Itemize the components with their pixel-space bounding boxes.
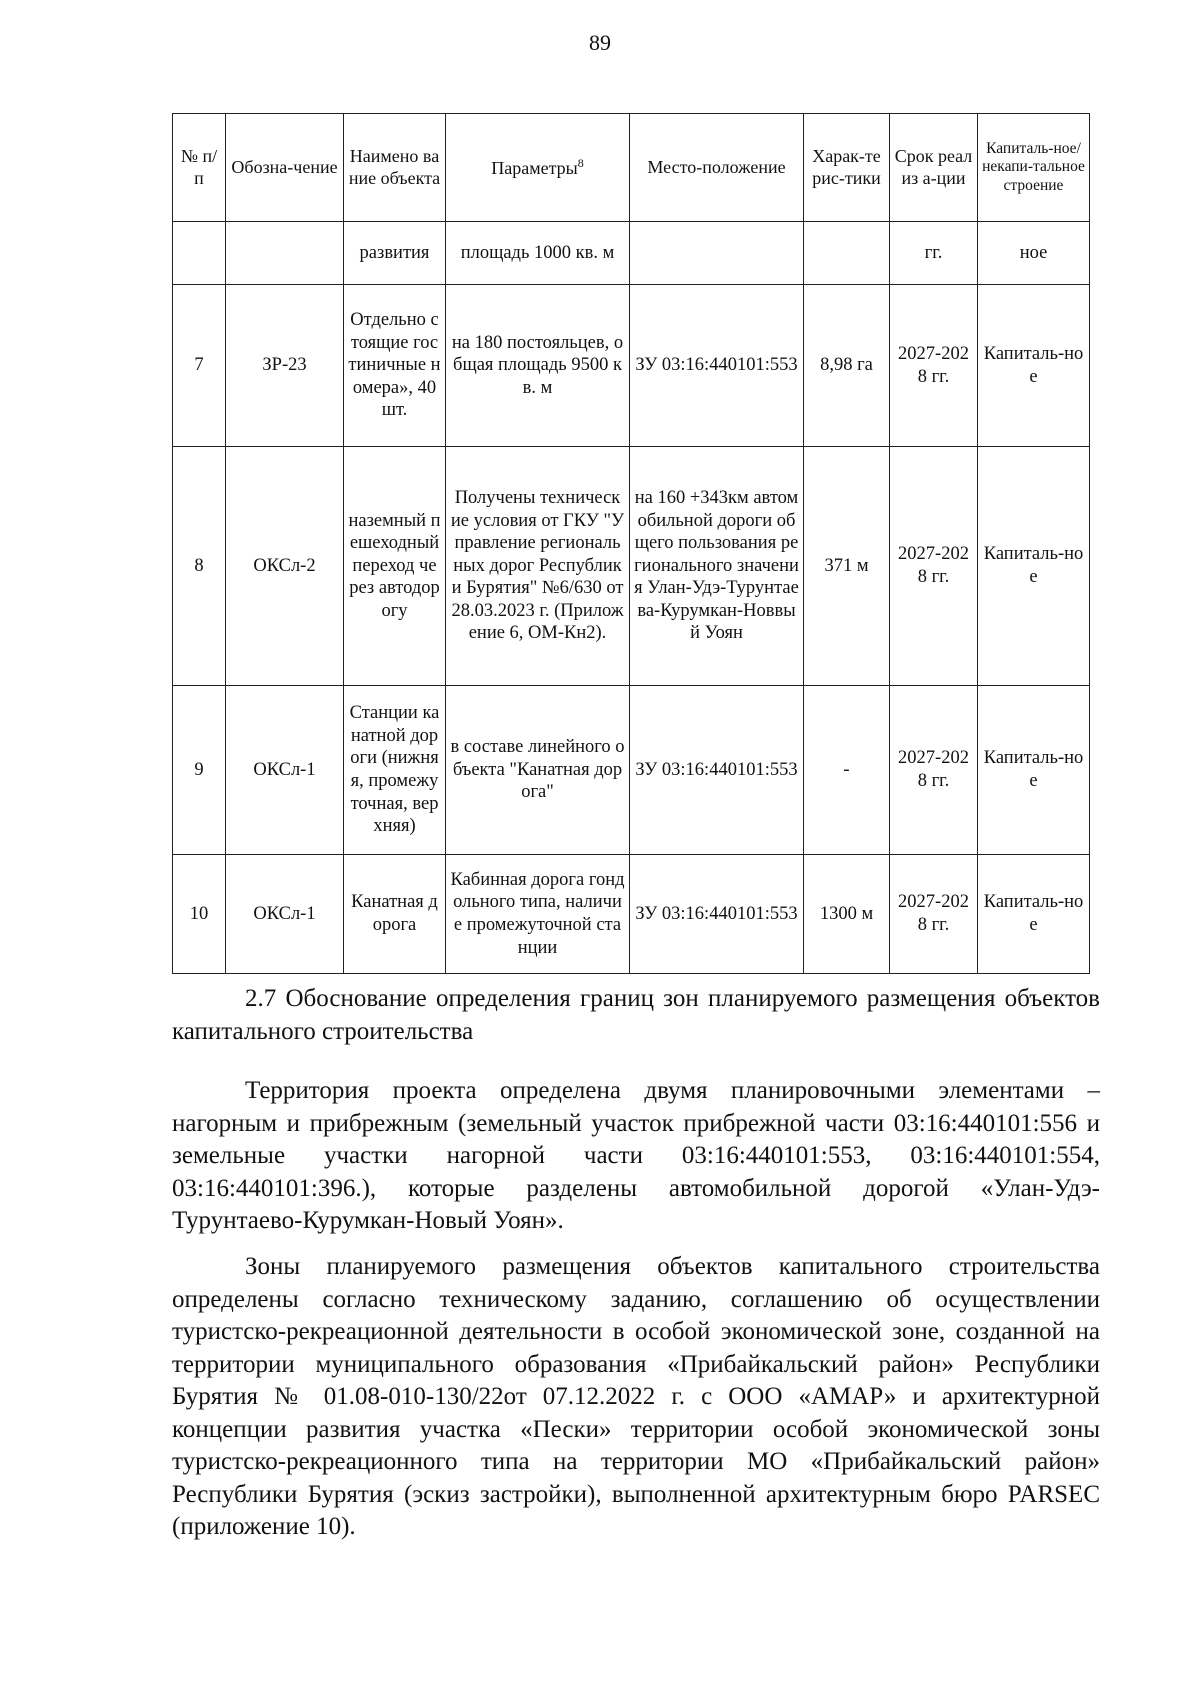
cell-location: ЗУ 03:16:440101:553 [630, 285, 804, 447]
cell-capital: Капиталь-ное [978, 855, 1090, 974]
cell-location: на 160 +343км автомобильной дороги общего пользования регионального значения Улан-Удэ-Турунтаева-Курумкан-Новвый Уоян [630, 447, 804, 686]
cell-capital: ное [978, 222, 1090, 285]
cell-characteristics: 8,98 га [804, 285, 890, 447]
paragraph: Зоны планируемого размещения объектов капитального строительства определены согласно техническому заданию, соглашению об осуществлении туристско-рекреационной деятельности в особой экономической зоне, созданной на территории муниципального образования «Прибайкальский район» Республики Бурятия № 01.08-010-130/22от 07.12.2022 г. с ООО «АМАР» и архитектурной концепции развития участка «Пески» территории особой экономической зоны туристско-рекреационного типа на территории МО «Прибайкальский район» Республики Бурятия (эскиз застройки), выполненной архитектурным бюро PARSEC (приложение 10). [172, 1253, 1100, 1540]
table-header-row [173, 114, 1090, 222]
cell-num: 10 [173, 855, 226, 974]
header-num: № п/п [173, 114, 226, 222]
cell-designation: ОКСл-2 [226, 447, 344, 686]
table-row [173, 285, 1090, 447]
cell-name: Станции канатной дороги (нижняя, промежуточная, верхняя) [344, 686, 446, 855]
table-row-continuation [173, 222, 1090, 285]
page-number: 89 [589, 30, 611, 55]
cell-capital: Капиталь-ное [978, 447, 1090, 686]
cell-designation: ОКСл-1 [226, 686, 344, 855]
header-params-footnote: 8 [577, 155, 584, 170]
cell-term: 2027-2028 гг. [890, 447, 978, 686]
cell-designation: ОКСл-1 [226, 855, 344, 974]
cell-designation: ЗР-23 [226, 285, 344, 447]
header-capital: Капиталь-ное/ некапи-тальное строение [978, 114, 1090, 222]
cell-params: Кабинная дорога гондольного типа, наличие промежуточной станции [446, 855, 630, 974]
cell-term: 2027-2028 гг. [890, 686, 978, 855]
header-params [446, 114, 630, 222]
cell-characteristics: 1300 м [804, 855, 890, 974]
cell-characteristics [804, 222, 890, 285]
cell-num [173, 222, 226, 285]
header-params-label: Параметры [491, 157, 578, 178]
cell-characteristics: 371 м [804, 447, 890, 686]
cell-name: Канатная дорога [344, 855, 446, 974]
header-name: Наимено вание объекта [344, 114, 446, 222]
cell-capital: Капиталь-ное [978, 686, 1090, 855]
paragraph: Территория проекта определена двумя планировочными элементами – нагорным и прибрежным (земельный участок прибрежной части 03:16:440101:556 и земельные участки нагорной части 03:16:440101:553, 03:16:440101:554, 03:16:440101:396.), которые разделены автомобильной дорогой «Улан-Удэ-Турунтаево-Курумкан-Новый Уоян». [172, 1077, 1100, 1234]
cell-location [630, 222, 804, 285]
cell-num: 7 [173, 285, 226, 447]
cell-characteristics: - [804, 686, 890, 855]
cell-num: 8 [173, 447, 226, 686]
cell-location: ЗУ 03:16:440101:553 [630, 855, 804, 974]
cell-capital: Капиталь-ное [978, 285, 1090, 447]
cell-num: 9 [173, 686, 226, 855]
cell-params: в составе линейного объекта "Канатная дорога" [446, 686, 630, 855]
cell-name: Отдельно стоящие гостиничные номера», 40 шт. [344, 285, 446, 447]
header-characteristics: Харак-терис-тики [804, 114, 890, 222]
cell-designation [226, 222, 344, 285]
cell-params: Получены технические условия от ГКУ "Управление региональных дорог Республики Бурятия" №6/630 от 28.03.2023 г. (Приложение 6, ОМ-Кн2). [446, 447, 630, 686]
cell-name: развития [344, 222, 446, 285]
header-location: Место-положение [630, 114, 804, 222]
table-row [173, 447, 1090, 686]
cell-params: площадь 1000 кв. м [446, 222, 630, 285]
section-heading: 2.7 Обоснование определения границ зон планируемого размещения объектов капитального строительства [172, 985, 1100, 1045]
cell-name: наземный пешеходный переход через автодорогу [344, 447, 446, 686]
cell-term: 2027-2028 гг. [890, 285, 978, 447]
cell-term: 2027-2028 гг. [890, 855, 978, 974]
cell-location: ЗУ 03:16:440101:553 [630, 686, 804, 855]
header-designation: Обозна-чение [226, 114, 344, 222]
cell-term: гг. [890, 222, 978, 285]
table-row [173, 686, 1090, 855]
table-row [173, 855, 1090, 974]
header-term: Срок реализ а-ции [890, 114, 978, 222]
objects-table [172, 113, 1090, 974]
cell-params: на 180 постояльцев, общая площадь 9500 кв. м [446, 285, 630, 447]
